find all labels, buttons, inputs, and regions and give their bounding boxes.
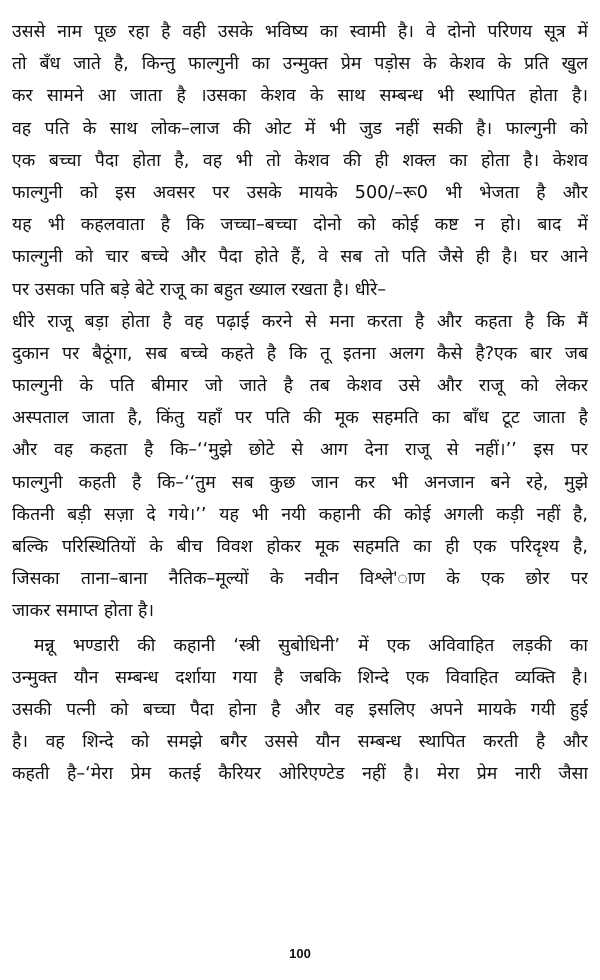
text-line: जाकर समाप्त होता है। [12, 601, 155, 622]
text-line: उससे नाम पूछ रहा है वही उसके भविष्य का स्वामी है। वे दोनो परिणय सूत्र में [12, 22, 588, 42]
text-line: एक बच्चा पैदा होता है, वह भी तो केशव की ही शक्ल का होता है। केशव [12, 150, 588, 171]
text-line: उन्मुक्त यौन सम्बन्ध दर्शाया गया है जबकि शिन्दे एक विवाहित व्यक्ति है। [12, 667, 588, 688]
text-line: कितनी बड़ी सज़ा दे गये।’’ यह भी नयी कहानी की कोई अगली कड़ी नहीं है, [12, 504, 588, 525]
page-number: 100 [289, 946, 311, 961]
text-line: वह पति के साथ लोक–लाज की ओट में भी जुड नहीं सकी है। फाल्गुनी को [12, 118, 588, 139]
text-line: फाल्गुनी के पति बीमार जो जाते है तब केशव उसे और राजू को लेकर [12, 376, 588, 397]
text-line: मन्नू भण्डारी की कहानी ‘स्त्री सुबोधिनी’ में एक अविवाहित लड़की का [34, 635, 588, 656]
text-line: अस्पताल जाता है, किंतु यहाँ पर पति की मूक सहमति का बाँध टूट जाता है [12, 408, 588, 429]
text-line: कहती है–‘मेरा प्रेम कतई कैरियर ओरिएण्टेड नहीं है। मेरा प्रेम नारी जैसा [12, 764, 588, 785]
text-line: कर सामने आ जाता है ।उसका केशव के साथ सम्बन्ध भी स्थापित होता है। [12, 86, 588, 107]
text-line: जिसका ताना–बाना नैतिक–मूल्यों के नवीन विश्ले'ाण के एक छोर पर [12, 569, 588, 590]
text-line: यह भी कहलवाता है कि जच्चा–बच्चा दोनो को कोई कष्ट न हो। बाद में [12, 215, 588, 236]
text-line: है। वह शिन्दे को समझे बगैर उससे यौन सम्बन्ध स्थापित करती है और [12, 732, 588, 753]
text-line: फाल्गुनी कहती है कि–‘‘तुम सब कुछ जान कर भी अनजान बने रहे, मुझे [12, 472, 588, 493]
text-line: फाल्गुनी को चार बच्चे और पैदा होते हैं, वे सब तो पति जैसे ही है। घर आने [12, 247, 588, 268]
text-line: धीरे राजू बड़ा होता है वह पढ़ाई करने से मना करता है और कहता है कि मैं [12, 311, 588, 332]
text-line: फाल्गुनी को इस अवसर पर उसके मायके 500/–रू0 भी भेजता है और [12, 182, 588, 203]
text-line: और वह कहता है कि–‘‘मुझे छोटे से आग देना राजू से नहीं।’’ इस पर [12, 440, 588, 461]
text-line: तो बँध जाते है, किन्तु फाल्गुनी का उन्मुक्त प्रेम पड़ोस के केशव के प्रति खुल [12, 54, 588, 75]
text-line: उसकी पत्नी को बच्चा पैदा होना है और वह इसलिए अपने मायके गयी हुई [12, 699, 588, 720]
text-line: दुकान पर बैठूंगा, सब बच्चे कहते है कि तू इतना अलग कैसे है?एक बार जब [12, 343, 588, 364]
text-line: बल्कि परिस्थितियों के बीच विवश होकर मूक सहमति का ही एक परिदृश्य है, [12, 537, 588, 557]
body-text [12, 16, 588, 791]
text-line: पर उसका पति बड़े बेटे राजू का बहुत ख्याल रखता है। धीरे– [12, 279, 387, 300]
